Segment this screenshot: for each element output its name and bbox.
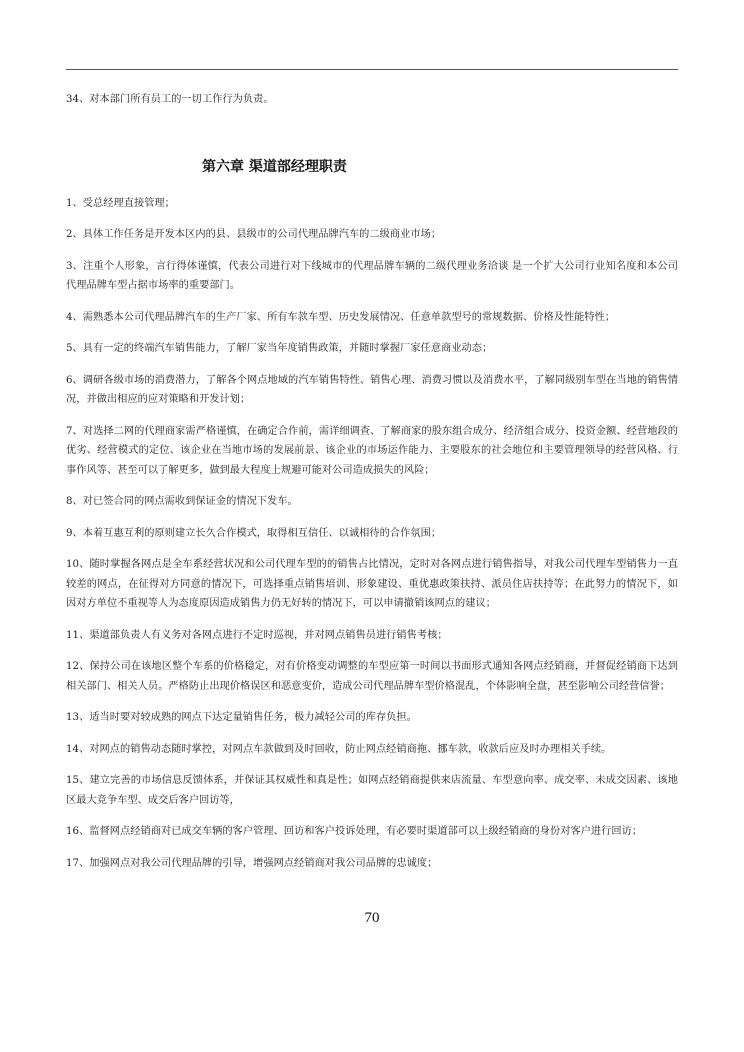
list-item: 17、加强网点对我公司代理品牌的引导，增强网点经销商对我公司品牌的忠诚度； bbox=[66, 857, 438, 869]
list-item: 1、受总经理直接管理； bbox=[66, 197, 175, 209]
list-item: 10、随时掌握各网点是全车系经营状况和公司代理车型的的销售占比情况，定时对各网点进行销售指导，对我公司代理车型销售力一直较差的网点，在征得对方同意的情况下，可选择重点销售培训、形象建设、重优惠政策扶持、派员住店扶持等；在此努力的情况下，如因对方单位不重视等人为态度原因造成销售力仍无好转的情况下，可以申请撤销该网点的建议； bbox=[66, 559, 678, 609]
list-item: 14、对网点的销售动态随时掌控，对网点车款做到及时回收，防止网点经销商拖、挪车款，收款后应及时办理相关手续。 bbox=[66, 743, 612, 755]
list-item: 4、需熟悉本公司代理品牌汽车的生产厂家、所有车款车型、历史发展情况、任意单款型号的常规数据、价格及性能特性； bbox=[66, 311, 616, 323]
list-item: 5、具有一定的终端汽车销售能力，了解厂家当年度销售政策，并随时掌握厂家任意商业动态； bbox=[66, 343, 493, 354]
duty-list bbox=[66, 194, 678, 874]
list-item: 13、适当时要对较成熟的网点下达定量销售任务，极力减轻公司的库存负担。 bbox=[66, 712, 417, 723]
list-item: 11、渠道部负责人有义务对各网点进行不定时巡视，并对网点销售员进行销售考核； bbox=[66, 629, 448, 641]
list-item: 8、对已签合同的网点需收到保证金的情况下发车。 bbox=[66, 496, 298, 507]
header-rule bbox=[66, 69, 678, 70]
list-item: 15、建立完善的市场信息反馈体系，并保证其权威性和真是性；如网点经销商提供来店流量、车型意向率、成交率、未成交因素、该地区最大竞争车型、成交后客户回访等， bbox=[66, 775, 678, 806]
list-item: 12、保持公司在该地区整个车系的价格稳定，对有价格变动调整的车型应第一时间以书面形式通知各网点经销商，并督促经销商下达到相关部门、相关人员。严格防止出现价格误区和恶意变价，造成公司代理品牌车型价格混乱，个体影响全盘，甚至影响公司经营信誉； bbox=[66, 661, 678, 692]
list-item: 6、调研各级市场的消费潜力，了解各个网点地域的汽车销售特性、销售心理、消费习惯以及消费水平，了解同级别车型在当地的销售情况，并做出相应的应对策略和开发计划； bbox=[66, 374, 678, 405]
list-item: 3、注重个人形象，言行得体谨慎，代表公司进行对下线城市的代理品牌车辆的二级代理业务洽谈 是一个扩大公司行业知名度和本公司代理品牌车型占据市场率的重要部门。 bbox=[66, 260, 678, 291]
page-number: 70 bbox=[364, 910, 380, 926]
list-item: 7、对选择二网的代理商家需严格谨慎，在确定合作前，需详细调查、了解商家的股东组合成分、经济组合成分、投资金额、经营地段的优劣、经营模式的定位、该企业在当地市场的发展前景、该企业的市场运作能力、主要股东的社会地位和主要管理领导的经营风格、行事作风等、甚至可以了解更多，做到最大程度上规避可能对公司造成损失的风险； bbox=[66, 425, 678, 476]
list-item: 16、监督网点经销商对已成交车辆的客户管理、回访和客户投诉处理，有必要时渠道部可以上级经销商的身份对客户进行回访； bbox=[66, 826, 643, 837]
intro-item: 34、对本部门所有员工的一切工作行为负责。 bbox=[66, 94, 274, 105]
page-content bbox=[66, 90, 678, 885]
list-item: 9、本着互惠互利的原则建立长久合作模式，取得相互信任、以诚相待的合作氛围； bbox=[66, 527, 442, 539]
chapter-title: 第六章 渠道部经理职责 bbox=[202, 158, 347, 175]
list-item: 2、具体工作任务是开发本区内的县、县级市的公司代理品牌汽车的二级商业市场； bbox=[66, 229, 442, 240]
